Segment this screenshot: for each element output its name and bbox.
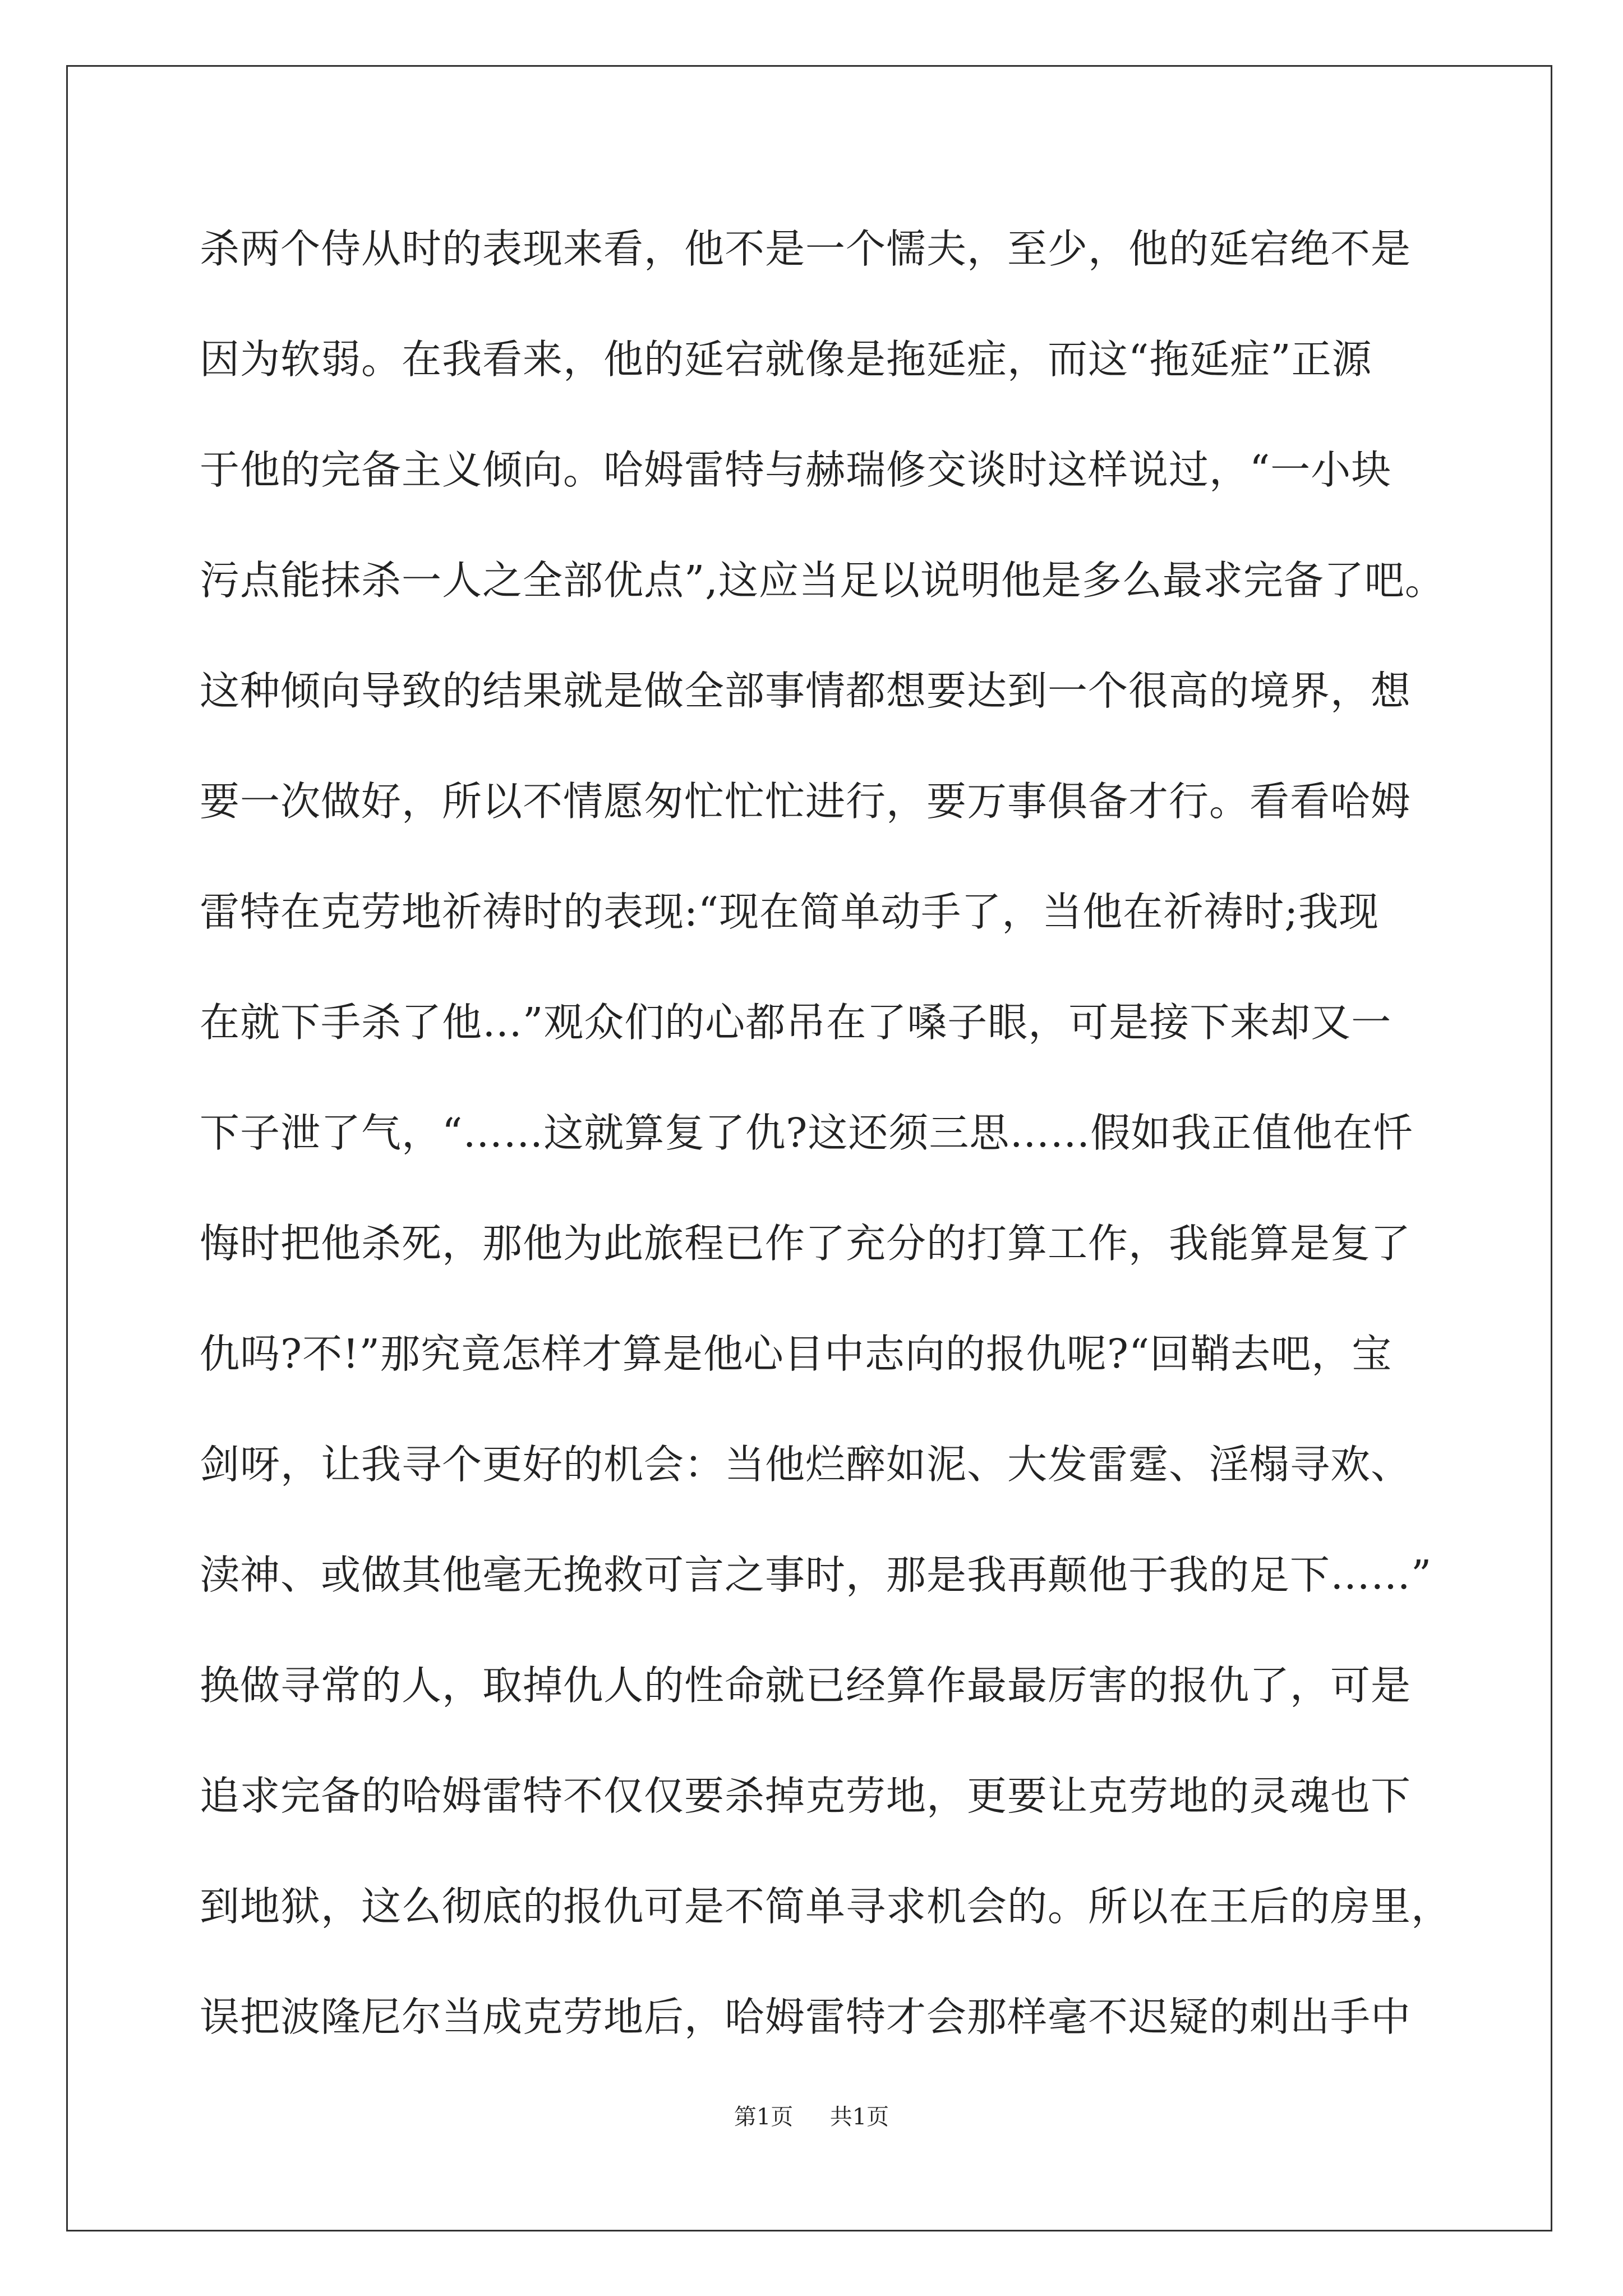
text-line: 污点能抹杀一人之全部优点”,这应当足以说明他是多么最求完备了吧。 [200,557,1445,604]
text-line: 换做寻常的人，取掉仇人的性命就已经算作最最厉害的报仇了，可是 [200,1662,1412,1709]
text-line: 渎神、或做其他毫无挽救可言之事时，那是我再颠他于我的足下……” [200,1552,1432,1598]
text-line: 仇吗?不!”那究竟怎样才算是他心目中志向的报仇呢?“回鞘去吧，宝 [200,1331,1393,1377]
text-line: 因为软弱。在我看来，他的延宕就像是拖延症，而这“拖延症”正源 [200,336,1372,383]
text-line: 要一次做好，所以不情愿匆忙忙忙进行，要万事俱备才行。看看哈姆 [200,778,1412,825]
text-line: 悔时把他杀死，那他为此旅程已作了充分的打算工作，我能算是复了 [200,1220,1412,1267]
text-line: 于他的完备主义倾向。哈姆雷特与赫瑞修交谈时这样说过，“一小块 [200,447,1392,493]
page-number: 第1页 [734,2104,794,2130]
text-line: 追求完备的哈姆雷特不仅仅要杀掉克劳地，更要让克劳地的灵魂也下 [200,1773,1412,1819]
text-line: 下子泄了气，“……这就算复了仇?这还须三思……假如我正值他在忏 [200,1110,1414,1156]
page-footer [0,2100,1623,2134]
text-line: 在就下手杀了他…”观众们的心都吊在了嗓子眼，可是接下来却又一 [200,999,1392,1046]
text-line: 雷特在克劳地祈祷时的表现:“现在简单动手了，当他在祈祷时;我现 [200,889,1380,935]
document-body [200,219,1456,2097]
text-line: 杀两个侍从时的表现来看，他不是一个懦夫，至少，他的延宕绝不是 [200,226,1412,272]
text-line: 这种倾向导致的结果就是做全部事情都想要达到一个很高的境界，想 [200,668,1412,714]
text-line: 剑呀，让我寻个更好的机会：当他烂醉如泥、大发雷霆、淫榻寻欢、 [200,1441,1412,1488]
page-total: 共1页 [829,2104,889,2130]
text-line: 到地狱，这么彻底的报仇可是不简单寻求机会的。所以在王后的房里， [200,1883,1452,1930]
text-line: 误把波隆尼尔当成克劳地后，哈姆雷特才会那样毫不迟疑的刺出手中 [200,1994,1412,2040]
